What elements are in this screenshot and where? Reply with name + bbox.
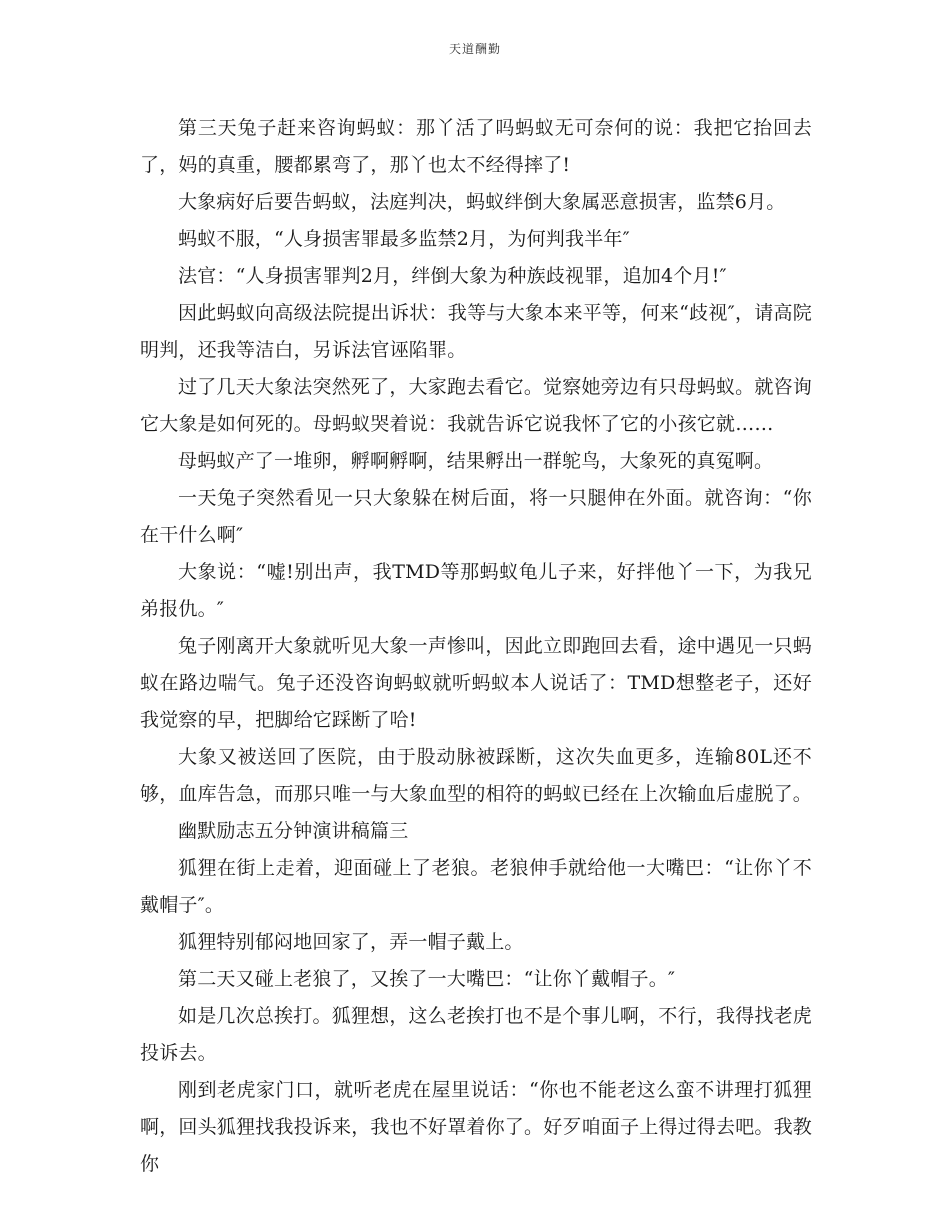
paragraph: 过了几天大象法突然死了，大家跑去看它。觉察她旁边有只母蚂蚁。就咨询它大象是如何死的。母蚂蚁哭着说：我就告诉它说我怀了它的小孩它就…… [140, 376, 812, 435]
section-heading: 幽默励志五分钟演讲稿篇三 [178, 820, 409, 842]
paragraph: 狐狸特别郁闷地回家了，弄一帽子戴上。 [178, 931, 524, 953]
paragraph: 母蚂蚁产了一堆卵，孵啊孵啊，结果孵出一群鸵鸟，大象死的真冤啊。 [178, 450, 774, 472]
paragraph: 如是几次总挨打。狐狸想，这么老挨打也不是个事儿啊，不行，我得找老虎投诉去。 [140, 1005, 812, 1064]
paragraph: 大象病好后要告蚂蚁，法庭判决，蚂蚁绊倒大象属恶意损害，监禁6月。 [178, 191, 786, 213]
paragraph: 第二天又碰上老狼了，又挨了一大嘴巴：“让你丫戴帽子。″ [178, 968, 676, 990]
paragraph: 狐狸在街上走着，迎面碰上了老狼。老狼伸手就给他一大嘴巴：“让你丫不戴帽子″。 [140, 857, 812, 916]
paragraph: 法官：“人身损害罪判2月，绊倒大象为种族歧视罪，追加4个月!″ [178, 265, 727, 287]
paragraph: 兔子刚离开大象就听见大象一声惨叫，因此立即跑回去看，途中遇见一只蚂蚁在路边喘气。兔子还没咨询蚂蚁就听蚂蚁本人说话了：TMD想整老子，还好我觉察的早，把脚给它踩断了哈! [140, 635, 812, 731]
paragraph: 蚂蚁不服，“人身损害罪最多监禁2月，为何判我半年″ [178, 228, 630, 250]
paragraph: 因此蚂蚁向高级法院提出诉状：我等与大象本来平等，何来“歧视″，请高院明判，还我等洁白，另诉法官诬陷罪。 [140, 302, 812, 361]
paragraph: 第三天兔子赶来咨询蚂蚁：那丫活了吗蚂蚁无可奈何的说：我把它抬回去了，妈的真重，腰都累弯了，那丫也太不经得摔了! [140, 117, 812, 176]
page-header: 天道酬勤 [448, 42, 501, 56]
paragraph: 大象又被送回了医院，由于股动脉被踩断，这次失血更多，连输80L还不够，血库告急，而那只唯一与大象血型的相符的蚂蚁已经在上次输血后虚脱了。 [140, 746, 813, 805]
paragraph: 一天兔子突然看见一只大象躲在树后面，将一只腿伸在外面。就咨询：“你在干什么啊″ [140, 487, 812, 546]
document-body [140, 110, 812, 1183]
paragraph: 刚到老虎家门口，就听老虎在屋里说话：“你也不能老这么蛮不讲理打狐狸啊，回头狐狸找我投诉来，我也不好罩着你了。好歹咱面子上得过得去吧。我教你 [140, 1079, 813, 1175]
paragraph: 大象说：“嘘!别出声，我TMD等那蚂蚁龟儿子来，好拌他丫一下，为我兄弟报仇。″ [140, 561, 812, 620]
